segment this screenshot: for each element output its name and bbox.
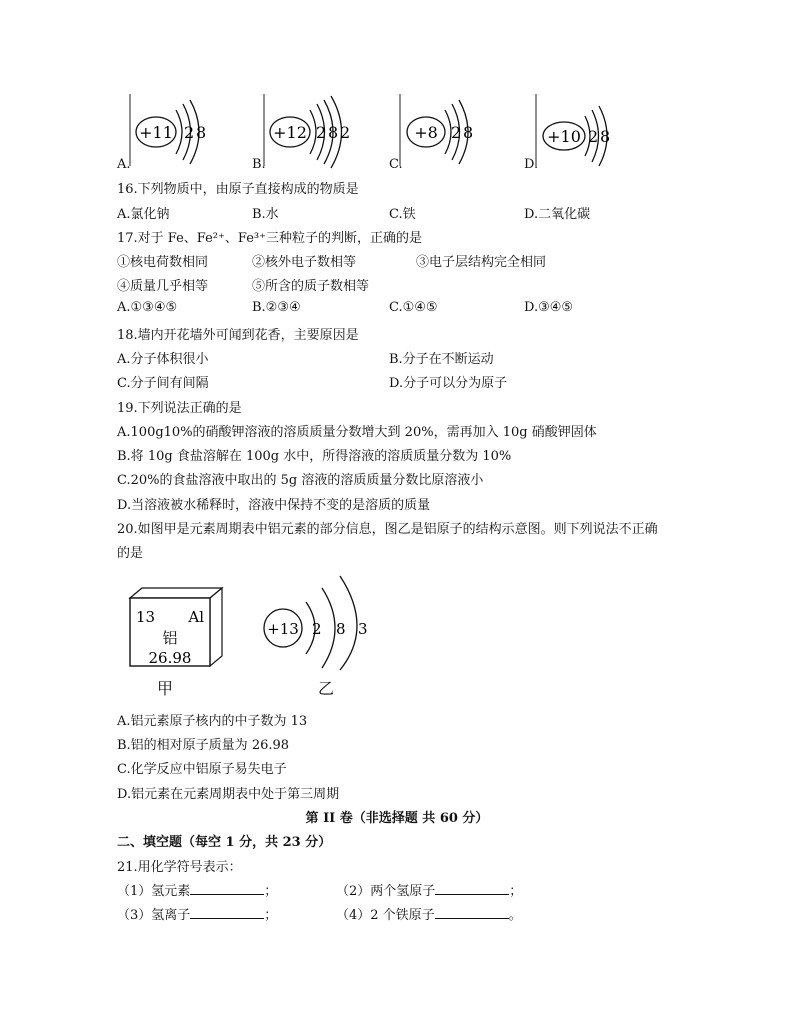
shell-electrons: 8 — [196, 123, 207, 142]
option-d: D.当溶液被水稀释时，溶液中保持不变的是溶质的质量 — [117, 498, 431, 513]
question-16-stem: 16.下列物质中，由原子直接构成的物质是 — [117, 182, 359, 197]
option-c: C.分子间有间隔 — [117, 376, 209, 391]
question-20-stem-line2: 的是 — [117, 546, 144, 561]
option-d: D.二氧化碳 — [524, 207, 591, 222]
option-b: B.②③④ — [252, 300, 301, 315]
option-c: C.20%的食盐溶液中取出的 5g 溶液的溶质质量分数比原溶液小 — [117, 473, 484, 488]
question-21-stem: 21.用化学符号表示： — [117, 860, 242, 875]
statement-5: ⑤所含的质子数相等 — [252, 279, 370, 294]
option-a: A.铝元素原子核内的中子数为 13 — [117, 714, 308, 729]
shell-electrons: 8 — [463, 123, 474, 142]
item-label: （2）两个氢原子 — [336, 884, 436, 899]
question-18-stem: 18.墙内开花墙外可闻到花香，主要原因是 — [117, 328, 359, 343]
shell-electrons: 8 — [336, 620, 346, 638]
question-19-stem: 19.下列说法正确的是 — [117, 401, 242, 416]
statement-4: ④质量几乎相等 — [117, 279, 209, 294]
option-b: B.将 10g 食盐溶解在 100g 水中，所得溶液的溶质质量分数为 10% — [117, 449, 512, 464]
option-label-c: C. — [389, 157, 403, 172]
statement-1: ①核电荷数相同 — [117, 255, 209, 270]
q21-item-4 — [336, 904, 522, 923]
answer-blank[interactable] — [435, 907, 509, 919]
nucleus-charge: +12 — [273, 123, 307, 142]
item-label: （4）2 个铁原子 — [336, 908, 435, 923]
shell-electrons: 2 — [312, 620, 322, 638]
atom-diagram-b — [260, 92, 370, 170]
element-symbol: Al — [188, 608, 204, 626]
statement-2: ②核外电子数相等 — [252, 255, 357, 270]
shell-electrons: 8 — [600, 127, 611, 146]
option-label-d: D. — [524, 157, 539, 172]
option-c: C.化学反应中铝原子易失电子 — [117, 762, 287, 777]
nucleus-charge: +11 — [139, 123, 173, 142]
option-label-b: B. — [252, 157, 266, 172]
answer-blank[interactable] — [435, 883, 509, 895]
element-name: 铝 — [162, 629, 178, 647]
option-label-a: A. — [117, 157, 131, 172]
shell-electrons: 2 — [184, 123, 195, 142]
part2-title: 二、填空题（每空 1 分，共 23 分） — [117, 835, 332, 850]
caption-yi: 乙 — [318, 679, 335, 698]
item-label: （3）氢离子 — [117, 908, 191, 923]
atomic-number: 13 — [136, 608, 156, 626]
option-a: A.分子体积很小 — [117, 352, 209, 367]
shell-electrons: 2 — [588, 127, 599, 146]
q21-item-2 — [336, 880, 522, 899]
shell-electrons: 2 — [451, 123, 462, 142]
item-punct: ； — [264, 884, 278, 899]
atom-diagram-d — [532, 92, 642, 170]
option-a: A.100g10%的硝酸钾溶液的溶质质量分数增大到 20%，需再加入 10g 硝酸钾固体 — [117, 425, 597, 440]
shell-electrons: 2 — [340, 123, 351, 142]
caption-jia: 甲 — [157, 679, 174, 698]
item-punct: ； — [264, 908, 278, 923]
q21-item-3 — [117, 904, 277, 923]
option-c: C.铁 — [389, 207, 416, 222]
question-20-stem-line1: 20.如图甲是元素周期表中铝元素的部分信息，图乙是铝原子的结构示意图。则下列说法不正确 — [117, 522, 658, 537]
item-label: （1）氢元素 — [117, 884, 191, 899]
option-a: A.①③④⑤ — [117, 300, 178, 315]
aluminum-atom-diagram — [256, 572, 386, 672]
item-punct: ； — [509, 884, 523, 899]
option-b: B.铝的相对原子质量为 26.98 — [117, 738, 290, 753]
option-b: B.水 — [252, 207, 279, 222]
item-punct: 。 — [508, 908, 522, 923]
answer-blank[interactable] — [190, 907, 264, 919]
shell-electrons: 8 — [328, 123, 339, 142]
shell-electrons: 2 — [316, 123, 327, 142]
element-cell-diagram — [126, 586, 226, 670]
nucleus-charge: +8 — [414, 123, 438, 142]
option-d: D.③④⑤ — [524, 300, 574, 315]
answer-blank[interactable] — [190, 883, 264, 895]
atomic-mass: 26.98 — [148, 649, 192, 667]
option-d: D.铝元素在元素周期表中处于第三周期 — [117, 787, 340, 802]
option-c: C.①④⑤ — [389, 300, 438, 315]
nucleus-charge: +13 — [267, 620, 299, 638]
section-title: 第 II 卷（非选择题 共 60 分） — [305, 811, 489, 826]
atom-diagram-a — [126, 92, 236, 170]
option-a: A.氯化钠 — [117, 207, 170, 222]
option-b: B.分子在不断运动 — [389, 352, 494, 367]
option-d: D.分子可以分为原子 — [389, 376, 508, 391]
shell-electrons: 3 — [358, 620, 368, 638]
statement-3: ③电子层结构完全相同 — [416, 255, 547, 270]
atom-diagram-c — [396, 92, 496, 170]
nucleus-charge: +10 — [547, 127, 581, 146]
q21-item-1 — [117, 880, 277, 899]
question-17-stem: 17.对于 Fe、Fe²⁺、Fe³⁺三种粒子的判断，正确的是 — [117, 231, 422, 246]
